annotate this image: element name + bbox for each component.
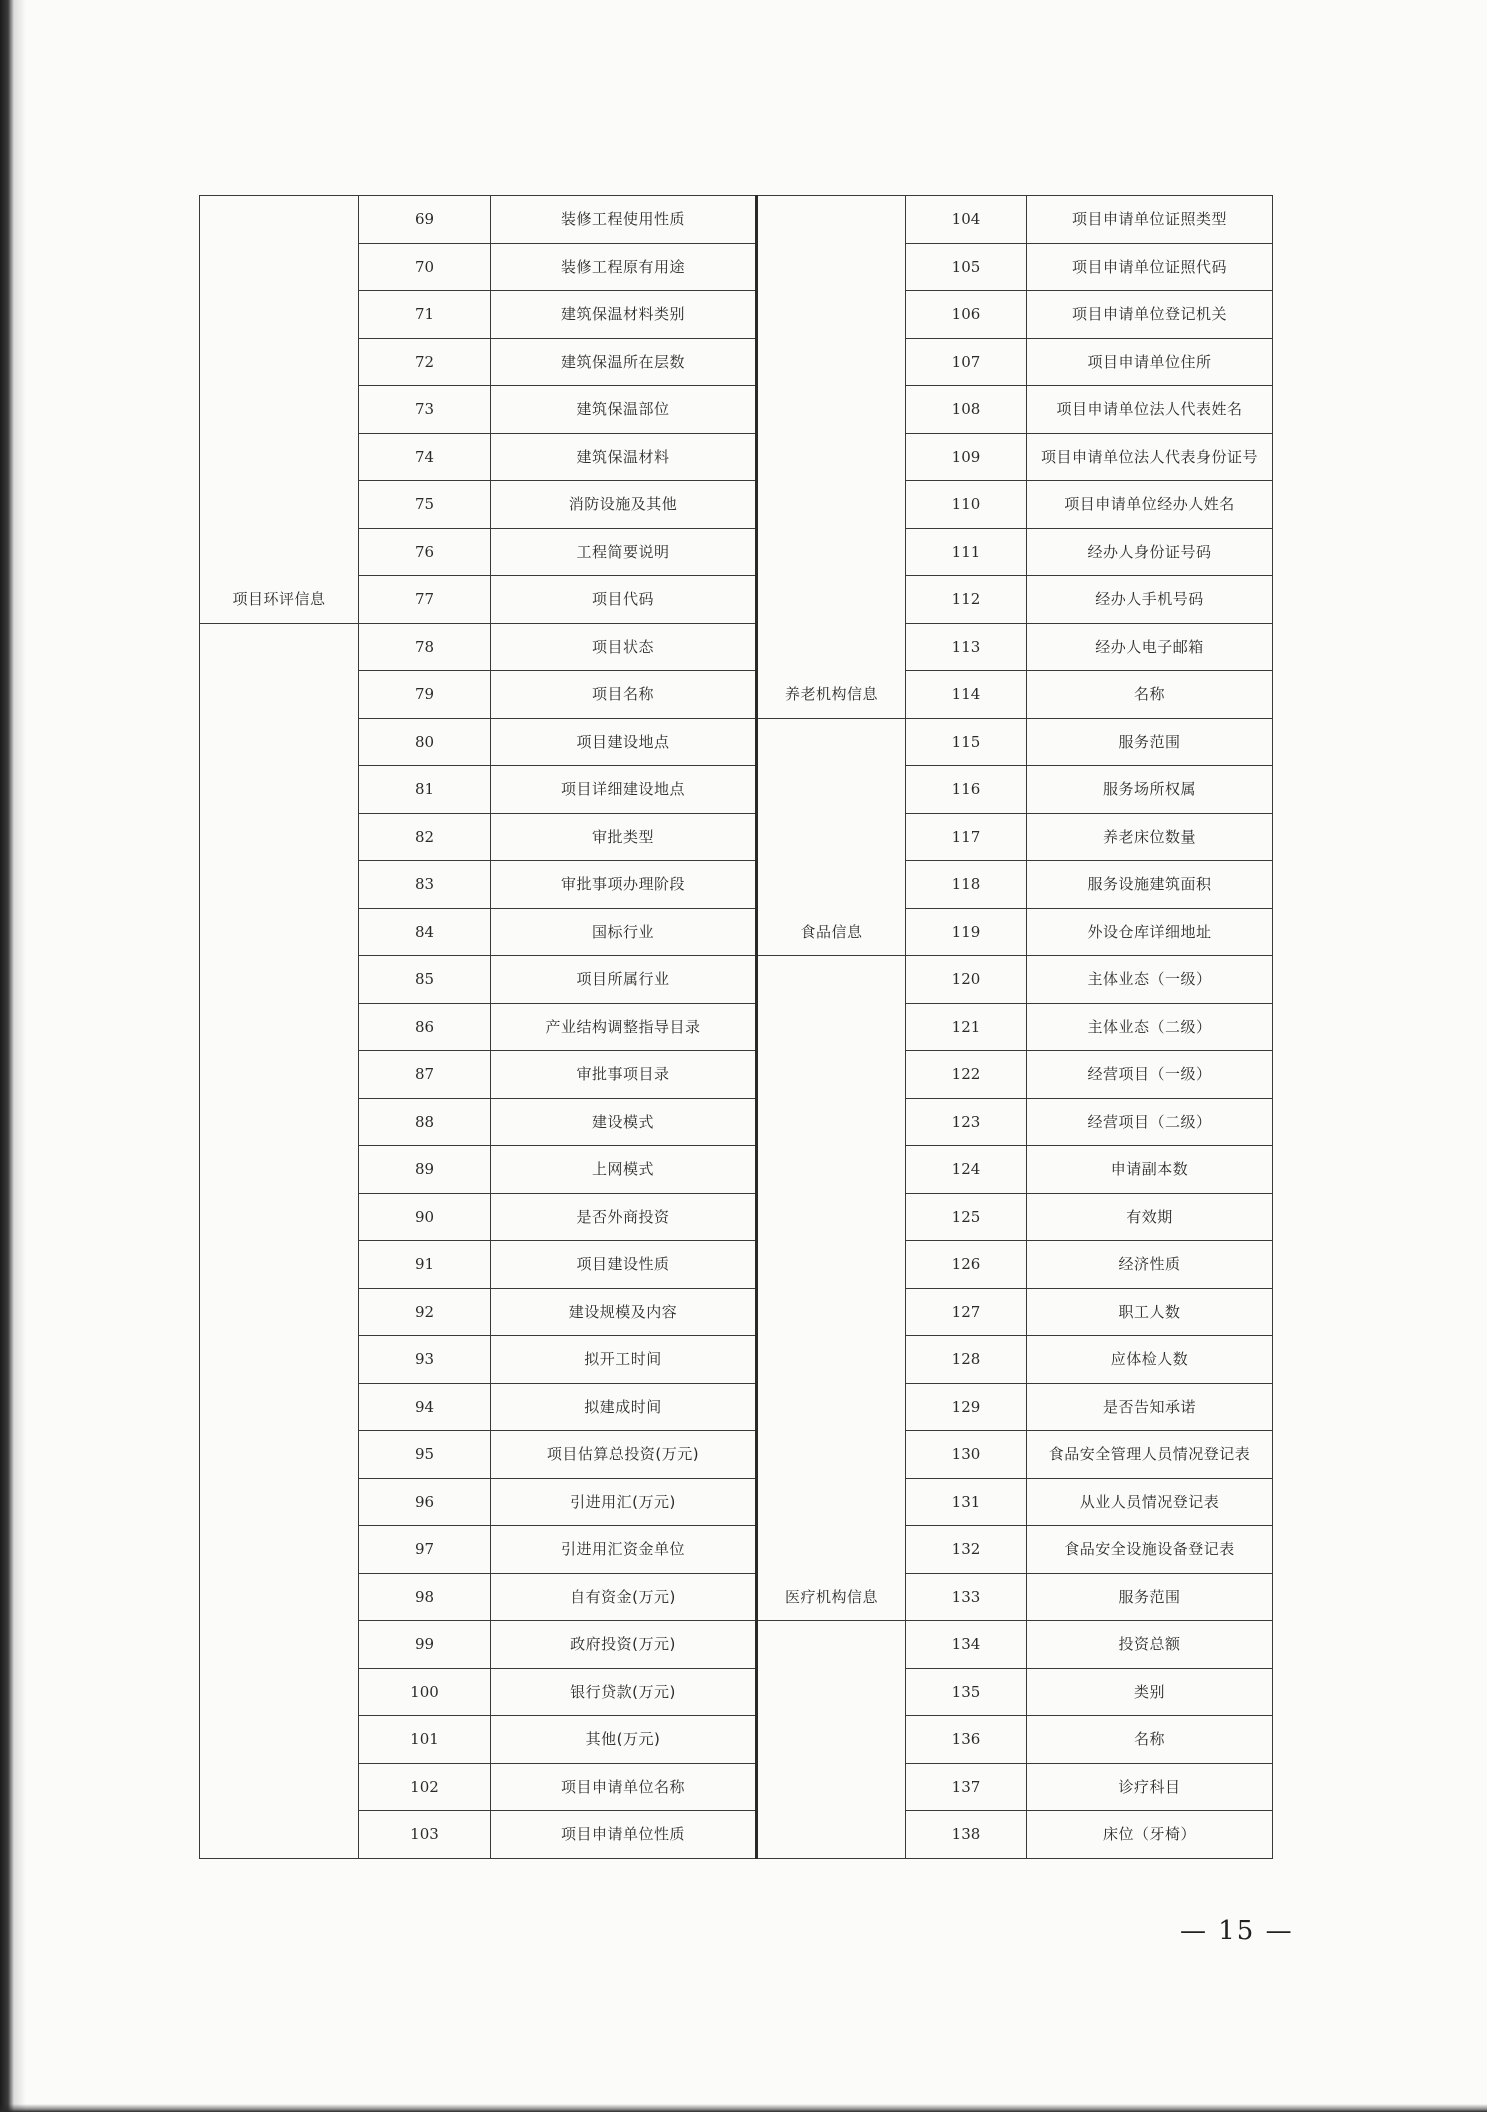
field-name-cell: 项目申请单位证照代码 [1027, 243, 1273, 291]
serial-number-cell: 73 [359, 386, 491, 434]
serial-number-cell: 125 [906, 1193, 1027, 1241]
field-name-cell: 国标行业 [491, 908, 756, 956]
category-cell [200, 1241, 359, 1289]
category-cell [757, 481, 906, 529]
category-cell [200, 1051, 359, 1099]
field-name-cell: 主体业态（二级） [1027, 1003, 1273, 1051]
field-name-cell: 食品安全设施设备登记表 [1027, 1526, 1273, 1574]
field-name-cell: 服务范围 [1027, 718, 1273, 766]
serial-number-cell: 88 [359, 1098, 491, 1146]
field-name-cell: 主体业态（一级） [1027, 956, 1273, 1004]
category-cell [757, 718, 906, 766]
table-left-body [200, 196, 756, 1859]
table-row [757, 1668, 1273, 1716]
table-row [757, 1716, 1273, 1764]
table-row [757, 1431, 1273, 1479]
field-name-cell: 服务范围 [1027, 1573, 1273, 1621]
field-name-cell: 项目申请单位性质 [491, 1811, 756, 1859]
serial-number-cell: 95 [359, 1431, 491, 1479]
table-row [757, 908, 1273, 956]
table-row [200, 1573, 756, 1621]
table-row [200, 338, 756, 386]
table-row [200, 1383, 756, 1431]
serial-number-cell: 109 [906, 433, 1027, 481]
table-row [200, 291, 756, 339]
table-row [200, 861, 756, 909]
field-name-cell: 上网模式 [491, 1146, 756, 1194]
field-name-cell: 建筑保温材料 [491, 433, 756, 481]
serial-number-cell: 83 [359, 861, 491, 909]
category-cell [200, 481, 359, 529]
field-name-cell: 项目申请单位法人代表姓名 [1027, 386, 1273, 434]
table-right-body [757, 196, 1273, 1859]
field-name-cell: 申请副本数 [1027, 1146, 1273, 1194]
field-name-cell: 审批类型 [491, 813, 756, 861]
field-name-cell: 经办人手机号码 [1027, 576, 1273, 624]
field-name-cell: 审批事项办理阶段 [491, 861, 756, 909]
table-row [200, 576, 756, 624]
table-row [757, 766, 1273, 814]
table-row [757, 1241, 1273, 1289]
table-row [200, 1003, 756, 1051]
serial-number-cell: 74 [359, 433, 491, 481]
category-cell [200, 196, 359, 244]
field-name-cell: 类别 [1027, 1668, 1273, 1716]
table-row [757, 291, 1273, 339]
field-name-cell: 从业人员情况登记表 [1027, 1478, 1273, 1526]
field-name-cell: 是否外商投资 [491, 1193, 756, 1241]
serial-number-cell: 93 [359, 1336, 491, 1384]
field-name-cell: 建设规模及内容 [491, 1288, 756, 1336]
serial-number-cell: 114 [906, 671, 1027, 719]
category-cell [200, 291, 359, 339]
category-cell [200, 1098, 359, 1146]
scan-shadow-left [0, 0, 26, 2112]
field-name-cell: 项目建设性质 [491, 1241, 756, 1289]
field-name-cell: 工程简要说明 [491, 528, 756, 576]
table-row [757, 433, 1273, 481]
table-row [200, 196, 756, 244]
serial-number-cell: 133 [906, 1573, 1027, 1621]
category-cell [757, 766, 906, 814]
category-cell [200, 1193, 359, 1241]
category-cell [757, 243, 906, 291]
table-row [757, 243, 1273, 291]
category-cell [200, 1621, 359, 1669]
serial-number-cell: 135 [906, 1668, 1027, 1716]
field-name-cell: 名称 [1027, 671, 1273, 719]
serial-number-cell: 107 [906, 338, 1027, 386]
serial-number-cell: 87 [359, 1051, 491, 1099]
field-name-cell: 政府投资(万元) [491, 1621, 756, 1669]
category-cell [757, 1763, 906, 1811]
category-cell [757, 1431, 906, 1479]
field-name-cell: 经济性质 [1027, 1241, 1273, 1289]
table-row [200, 243, 756, 291]
field-name-cell: 项目状态 [491, 623, 756, 671]
category-cell [200, 718, 359, 766]
field-name-cell: 银行贷款(万元) [491, 1668, 756, 1716]
field-name-cell: 建筑保温所在层数 [491, 338, 756, 386]
serial-number-cell: 86 [359, 1003, 491, 1051]
category-cell [757, 576, 906, 624]
table-row [200, 718, 756, 766]
serial-number-cell: 117 [906, 813, 1027, 861]
table-row [757, 1526, 1273, 1574]
table-row [757, 1573, 1273, 1621]
table-row [200, 1478, 756, 1526]
category-cell [757, 433, 906, 481]
category-cell [757, 1051, 906, 1099]
serial-number-cell: 75 [359, 481, 491, 529]
table-row [757, 956, 1273, 1004]
category-cell [200, 528, 359, 576]
table-row [757, 528, 1273, 576]
serial-number-cell: 104 [906, 196, 1027, 244]
table-row [200, 1763, 756, 1811]
table-row [200, 528, 756, 576]
serial-number-cell: 105 [906, 243, 1027, 291]
field-name-cell: 产业结构调整指导目录 [491, 1003, 756, 1051]
field-name-cell: 项目详细建设地点 [491, 766, 756, 814]
data-field-table [199, 195, 1271, 1857]
field-name-cell: 诊疗科目 [1027, 1763, 1273, 1811]
field-name-cell: 项目建设地点 [491, 718, 756, 766]
field-name-cell: 拟开工时间 [491, 1336, 756, 1384]
category-cell [200, 338, 359, 386]
category-cell [200, 813, 359, 861]
serial-number-cell: 126 [906, 1241, 1027, 1289]
page-number: — 15 — [1180, 1916, 1294, 1946]
table-row [200, 1288, 756, 1336]
category-cell [200, 1668, 359, 1716]
serial-number-cell: 134 [906, 1621, 1027, 1669]
category-cell: 养老机构信息 [757, 671, 906, 719]
serial-number-cell: 120 [906, 956, 1027, 1004]
category-cell [757, 386, 906, 434]
category-cell [757, 813, 906, 861]
field-name-cell: 应体检人数 [1027, 1336, 1273, 1384]
serial-number-cell: 138 [906, 1811, 1027, 1859]
serial-number-cell: 78 [359, 623, 491, 671]
serial-number-cell: 132 [906, 1526, 1027, 1574]
table-row [757, 813, 1273, 861]
category-cell [200, 1336, 359, 1384]
category-cell [200, 1573, 359, 1621]
scan-shadow-bottom [0, 2104, 1487, 2112]
table-row [200, 1716, 756, 1764]
category-cell: 食品信息 [757, 908, 906, 956]
field-name-cell: 自有资金(万元) [491, 1573, 756, 1621]
category-cell [200, 1431, 359, 1479]
serial-number-cell: 97 [359, 1526, 491, 1574]
category-cell [757, 1146, 906, 1194]
field-name-cell: 有效期 [1027, 1193, 1273, 1241]
serial-number-cell: 113 [906, 623, 1027, 671]
category-cell [200, 956, 359, 1004]
field-name-cell: 引进用汇(万元) [491, 1478, 756, 1526]
category-cell [200, 243, 359, 291]
table-row [757, 576, 1273, 624]
table-row [757, 196, 1273, 244]
category-cell [200, 386, 359, 434]
table-row [200, 671, 756, 719]
field-name-cell: 装修工程原有用途 [491, 243, 756, 291]
table-row [200, 956, 756, 1004]
serial-number-cell: 79 [359, 671, 491, 719]
field-name-cell: 项目申请单位经办人姓名 [1027, 481, 1273, 529]
field-name-cell: 名称 [1027, 1716, 1273, 1764]
category-cell [757, 291, 906, 339]
field-name-cell: 项目申请单位法人代表身份证号 [1027, 433, 1273, 481]
table-row [757, 1621, 1273, 1669]
serial-number-cell: 70 [359, 243, 491, 291]
serial-number-cell: 90 [359, 1193, 491, 1241]
category-cell [757, 1288, 906, 1336]
field-name-cell: 建筑保温材料类别 [491, 291, 756, 339]
field-name-cell: 拟建成时间 [491, 1383, 756, 1431]
field-name-cell: 消防设施及其他 [491, 481, 756, 529]
serial-number-cell: 124 [906, 1146, 1027, 1194]
table-row [757, 623, 1273, 671]
category-cell [757, 528, 906, 576]
table-row [200, 908, 756, 956]
serial-number-cell: 123 [906, 1098, 1027, 1146]
category-cell [757, 1336, 906, 1384]
field-name-cell: 是否告知承诺 [1027, 1383, 1273, 1431]
category-cell [757, 1478, 906, 1526]
category-cell [757, 1003, 906, 1051]
serial-number-cell: 80 [359, 718, 491, 766]
serial-number-cell: 91 [359, 1241, 491, 1289]
serial-number-cell: 82 [359, 813, 491, 861]
category-cell [200, 1526, 359, 1574]
category-cell [757, 1383, 906, 1431]
category-cell [200, 1146, 359, 1194]
table-row [757, 1003, 1273, 1051]
category-cell [757, 1621, 906, 1669]
serial-number-cell: 76 [359, 528, 491, 576]
field-name-cell: 外设仓库详细地址 [1027, 908, 1273, 956]
category-cell [200, 1478, 359, 1526]
category-cell [200, 861, 359, 909]
serial-number-cell: 85 [359, 956, 491, 1004]
serial-number-cell: 128 [906, 1336, 1027, 1384]
table-row [200, 1146, 756, 1194]
field-name-cell: 建筑保温部位 [491, 386, 756, 434]
table-row [200, 766, 756, 814]
category-cell [757, 1668, 906, 1716]
category-cell [757, 861, 906, 909]
field-name-cell: 经办人身份证号码 [1027, 528, 1273, 576]
category-cell [200, 1716, 359, 1764]
category-cell [757, 196, 906, 244]
serial-number-cell: 115 [906, 718, 1027, 766]
table-row [200, 433, 756, 481]
serial-number-cell: 94 [359, 1383, 491, 1431]
field-name-cell: 项目代码 [491, 576, 756, 624]
serial-number-cell: 72 [359, 338, 491, 386]
serial-number-cell: 127 [906, 1288, 1027, 1336]
field-name-cell: 建设模式 [491, 1098, 756, 1146]
serial-number-cell: 110 [906, 481, 1027, 529]
table-row [200, 1336, 756, 1384]
serial-number-cell: 81 [359, 766, 491, 814]
category-cell [757, 1526, 906, 1574]
category-cell [757, 1098, 906, 1146]
category-cell [200, 1811, 359, 1859]
table-row [200, 481, 756, 529]
field-name-cell: 审批事项目录 [491, 1051, 756, 1099]
category-cell [200, 1288, 359, 1336]
table-row [200, 1431, 756, 1479]
table-row [757, 1146, 1273, 1194]
category-cell [200, 1383, 359, 1431]
category-cell [200, 433, 359, 481]
table-row [757, 671, 1273, 719]
table-row [757, 718, 1273, 766]
category-cell: 项目环评信息 [200, 576, 359, 624]
serial-number-cell: 84 [359, 908, 491, 956]
serial-number-cell: 121 [906, 1003, 1027, 1051]
field-name-cell: 服务设施建筑面积 [1027, 861, 1273, 909]
serial-number-cell: 100 [359, 1668, 491, 1716]
field-name-cell: 项目申请单位名称 [491, 1763, 756, 1811]
field-name-cell: 项目名称 [491, 671, 756, 719]
field-name-cell: 项目所属行业 [491, 956, 756, 1004]
serial-number-cell: 129 [906, 1383, 1027, 1431]
table-row [200, 386, 756, 434]
serial-number-cell: 77 [359, 576, 491, 624]
serial-number-cell: 136 [906, 1716, 1027, 1764]
field-name-cell: 养老床位数量 [1027, 813, 1273, 861]
serial-number-cell: 101 [359, 1716, 491, 1764]
field-name-cell: 项目估算总投资(万元) [491, 1431, 756, 1479]
serial-number-cell: 111 [906, 528, 1027, 576]
category-cell [757, 1716, 906, 1764]
table-row [200, 1668, 756, 1716]
field-name-cell: 投资总额 [1027, 1621, 1273, 1669]
table-row [200, 813, 756, 861]
table-row [757, 1383, 1273, 1431]
table-row [757, 1478, 1273, 1526]
table-row [757, 861, 1273, 909]
table-row [200, 1241, 756, 1289]
category-cell [757, 1193, 906, 1241]
field-name-cell: 经办人电子邮箱 [1027, 623, 1273, 671]
table-row [200, 1621, 756, 1669]
table-row [200, 1193, 756, 1241]
field-name-cell: 装修工程使用性质 [491, 196, 756, 244]
serial-number-cell: 137 [906, 1763, 1027, 1811]
serial-number-cell: 116 [906, 766, 1027, 814]
field-name-cell: 项目申请单位住所 [1027, 338, 1273, 386]
table-row [757, 1051, 1273, 1099]
serial-number-cell: 92 [359, 1288, 491, 1336]
serial-number-cell: 106 [906, 291, 1027, 339]
serial-number-cell: 96 [359, 1478, 491, 1526]
table-row [757, 1098, 1273, 1146]
category-cell [757, 1241, 906, 1289]
serial-number-cell: 102 [359, 1763, 491, 1811]
table-row [757, 338, 1273, 386]
category-cell [757, 623, 906, 671]
serial-number-cell: 71 [359, 291, 491, 339]
serial-number-cell: 131 [906, 1478, 1027, 1526]
category-cell [200, 766, 359, 814]
table-row [200, 1051, 756, 1099]
category-cell: 医疗机构信息 [757, 1573, 906, 1621]
category-cell [757, 1811, 906, 1859]
serial-number-cell: 130 [906, 1431, 1027, 1479]
field-name-cell: 项目申请单位证照类型 [1027, 196, 1273, 244]
category-cell [200, 1763, 359, 1811]
table-row [757, 1336, 1273, 1384]
field-name-cell: 其他(万元) [491, 1716, 756, 1764]
field-name-cell: 食品安全管理人员情况登记表 [1027, 1431, 1273, 1479]
field-name-cell: 服务场所权属 [1027, 766, 1273, 814]
field-name-cell: 床位（牙椅） [1027, 1811, 1273, 1859]
category-cell [200, 671, 359, 719]
table-row [757, 1193, 1273, 1241]
field-name-cell: 经营项目（二级） [1027, 1098, 1273, 1146]
serial-number-cell: 69 [359, 196, 491, 244]
serial-number-cell: 108 [906, 386, 1027, 434]
serial-number-cell: 122 [906, 1051, 1027, 1099]
table-row [757, 1763, 1273, 1811]
serial-number-cell: 118 [906, 861, 1027, 909]
field-name-cell: 项目申请单位登记机关 [1027, 291, 1273, 339]
table-row [200, 1526, 756, 1574]
field-name-cell: 经营项目（一级） [1027, 1051, 1273, 1099]
serial-number-cell: 89 [359, 1146, 491, 1194]
serial-number-cell: 99 [359, 1621, 491, 1669]
table-row [757, 386, 1273, 434]
category-cell [757, 338, 906, 386]
field-name-cell: 职工人数 [1027, 1288, 1273, 1336]
table-row [200, 1098, 756, 1146]
serial-number-cell: 112 [906, 576, 1027, 624]
serial-number-cell: 119 [906, 908, 1027, 956]
table-row [200, 1811, 756, 1859]
table-right-half [755, 195, 1273, 1859]
table-left-half [199, 195, 756, 1859]
field-name-cell: 引进用汇资金单位 [491, 1526, 756, 1574]
table-row [757, 1811, 1273, 1859]
table-row [757, 1288, 1273, 1336]
category-cell [200, 623, 359, 671]
table-row [757, 481, 1273, 529]
table-row [200, 623, 756, 671]
serial-number-cell: 103 [359, 1811, 491, 1859]
category-cell [757, 956, 906, 1004]
category-cell [200, 1003, 359, 1051]
category-cell [200, 908, 359, 956]
serial-number-cell: 98 [359, 1573, 491, 1621]
